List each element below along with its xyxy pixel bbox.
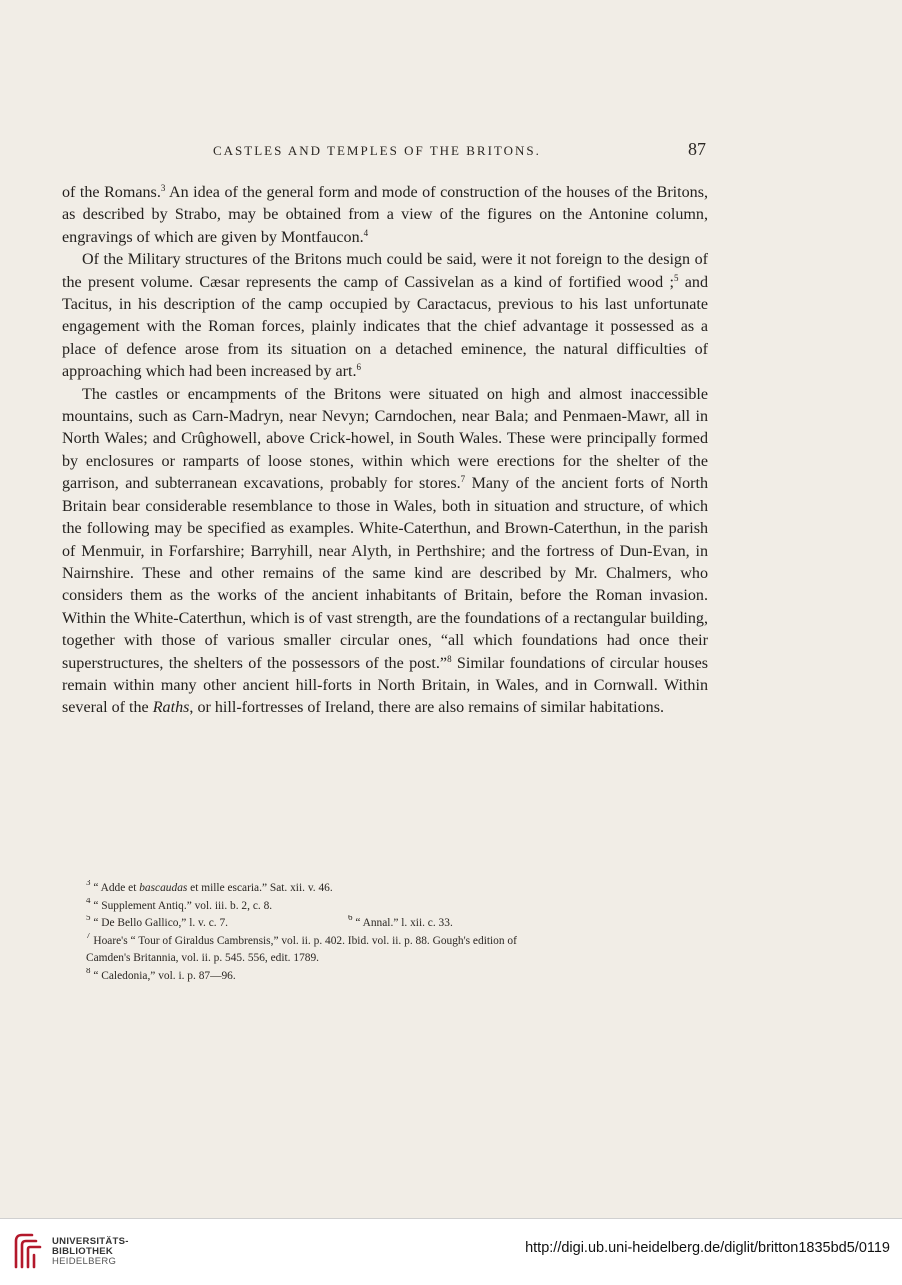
footnote-mark: 8 [86,967,91,975]
footnote-7 [86,933,714,951]
text-run: An idea of the general form and mode of construction of the houses of the Britons, as described by Strabo, may be obtained from a view of the figures on the Antonine column, engravings of which are given by Montfaucon. [62,184,709,246]
footnote-8 [86,968,714,986]
footnote-5 [86,915,714,933]
footnote-mark: 4 [86,897,91,905]
text-run: Similar foundations of circular houses remain within many other ancient hill-forts in North Britain, in Wales, and in Cornwall. Within several of the [62,654,708,717]
library-name-line: UNIVERSITÄTS- [52,1236,129,1247]
page-number: 87 [688,139,706,159]
footnote-ref: 5 [673,272,679,283]
permalink-url[interactable]: http://digi.ub.uni-heidelberg.de/diglit/britton1835bd5/0119 [525,1240,890,1256]
text-run: The castles or encampments of the Britons were situated on high and almost inaccessible mountains, such as Carn-Madryn, near Nevyn; Carndochen, near Bala; and Penmaen-Mawr, all in North Wales; and Crûghowell, above Crick-howel, in South Wales. These were principally formed by enclosures or ramparts of loose stones, within which were erections for the shelter of the garrison, and subterranean excavations, probably for stores. [62,385,708,493]
footnote-text: “ De Bello Gallico,” l. v. c. 7. [93,917,228,930]
footnote-text: “ Supplement Antiq.” vol. iii. b. 2, c. 8. [93,899,273,912]
italic-run: Raths [152,699,190,717]
footnote-mark: 6 [348,915,353,923]
footnote-mark: 7 [86,932,91,940]
footnote-7-continued [86,950,714,968]
footnote-text: “ Adde et [93,882,140,894]
footnote-ref: 8 [447,653,452,664]
footnote-mark: 3 [86,880,91,887]
library-name-line: HEIDELBERG [52,1256,117,1267]
text-run: Of the Military structures of the Britons much could be said, were it not foreign to the design of the present volume. Cæsar represents the camp of Cassivelan as a kind of fortified wood ; [62,251,708,291]
footnote-text: “ Annal.” l. xii. c. 33. [355,917,453,930]
running-title: CASTLES AND TEMPLES OF THE BRITONS. [213,143,541,158]
footnote-ref: 6 [356,362,361,373]
footnotes [86,880,714,986]
footnote-4 [86,898,714,916]
paragraph-1 [62,182,708,249]
paragraph-3 [62,384,708,720]
footnote-italic: bascaudas [139,882,188,894]
footnote-ref: 7 [460,474,466,485]
text-run: and Tacitus, in his description of the camp occupied by Caractacus, previous to his last unfortunate engagement with the Roman forces, plainly indicates that the chief advantage it possessed as a place of defence arose from its situation on a detached eminence, the natural difficulties of approaching which had been increased by art. [62,273,708,381]
footnote-mark: 5 [86,915,91,923]
library-name [52,1237,129,1267]
footnote-3 [86,880,714,898]
university-logo-icon [10,1231,46,1271]
footnote-text: “ Caledonia,” vol. i. p. 87—96. [93,969,236,982]
library-name-line: BIBLIOTHEK [52,1246,114,1257]
footnote-ref: 4 [363,227,369,238]
footnote-text: Hoare's “ Tour of Giraldus Cambrensis,” vol. ii. p. 402. Ibid. vol. ii. p. 88. Gough's edition of [93,934,517,947]
viewer-footer [0,1218,902,1285]
text-run: , or hill-fortresses of Ireland, there are also remains of similar habitations. [189,699,664,717]
text-run: of the Romans. [62,184,161,201]
footnote-text: et mille escaria.” Sat. xii. v. 46. [187,882,333,894]
footnote-ref: 3 [160,183,166,193]
footnote-text: Camden's Britannia, vol. ii. p. 545. 556, edit. 1789. [86,952,320,965]
text-run: Many of the ancient forts of North Britain bear considerable resemblance to those in Wales, both in situation and structure, of which the following may be specified as examples. White-Caterthun, and Brown-Caterthun, in the parish of Menmuir, in Forfarshire; Barryhill, near Alyth, in Perthshire; and the fortress of Dun-Evan, in Nairnshire. These and other remains of the same kind are described by Mr. Chalmers, who considers them as the works of the ancient inhabitants of Britain, before the Roman invasion. Within the White-Caterthun, which is of vast strength, are the foundations of a rectangular building, together with those of various smaller circular ones, “all which foundations had once their superstructures, the shelters of the possessors of the post.” [62,475,709,672]
body-text [62,182,708,720]
paragraph-2 [62,249,708,383]
